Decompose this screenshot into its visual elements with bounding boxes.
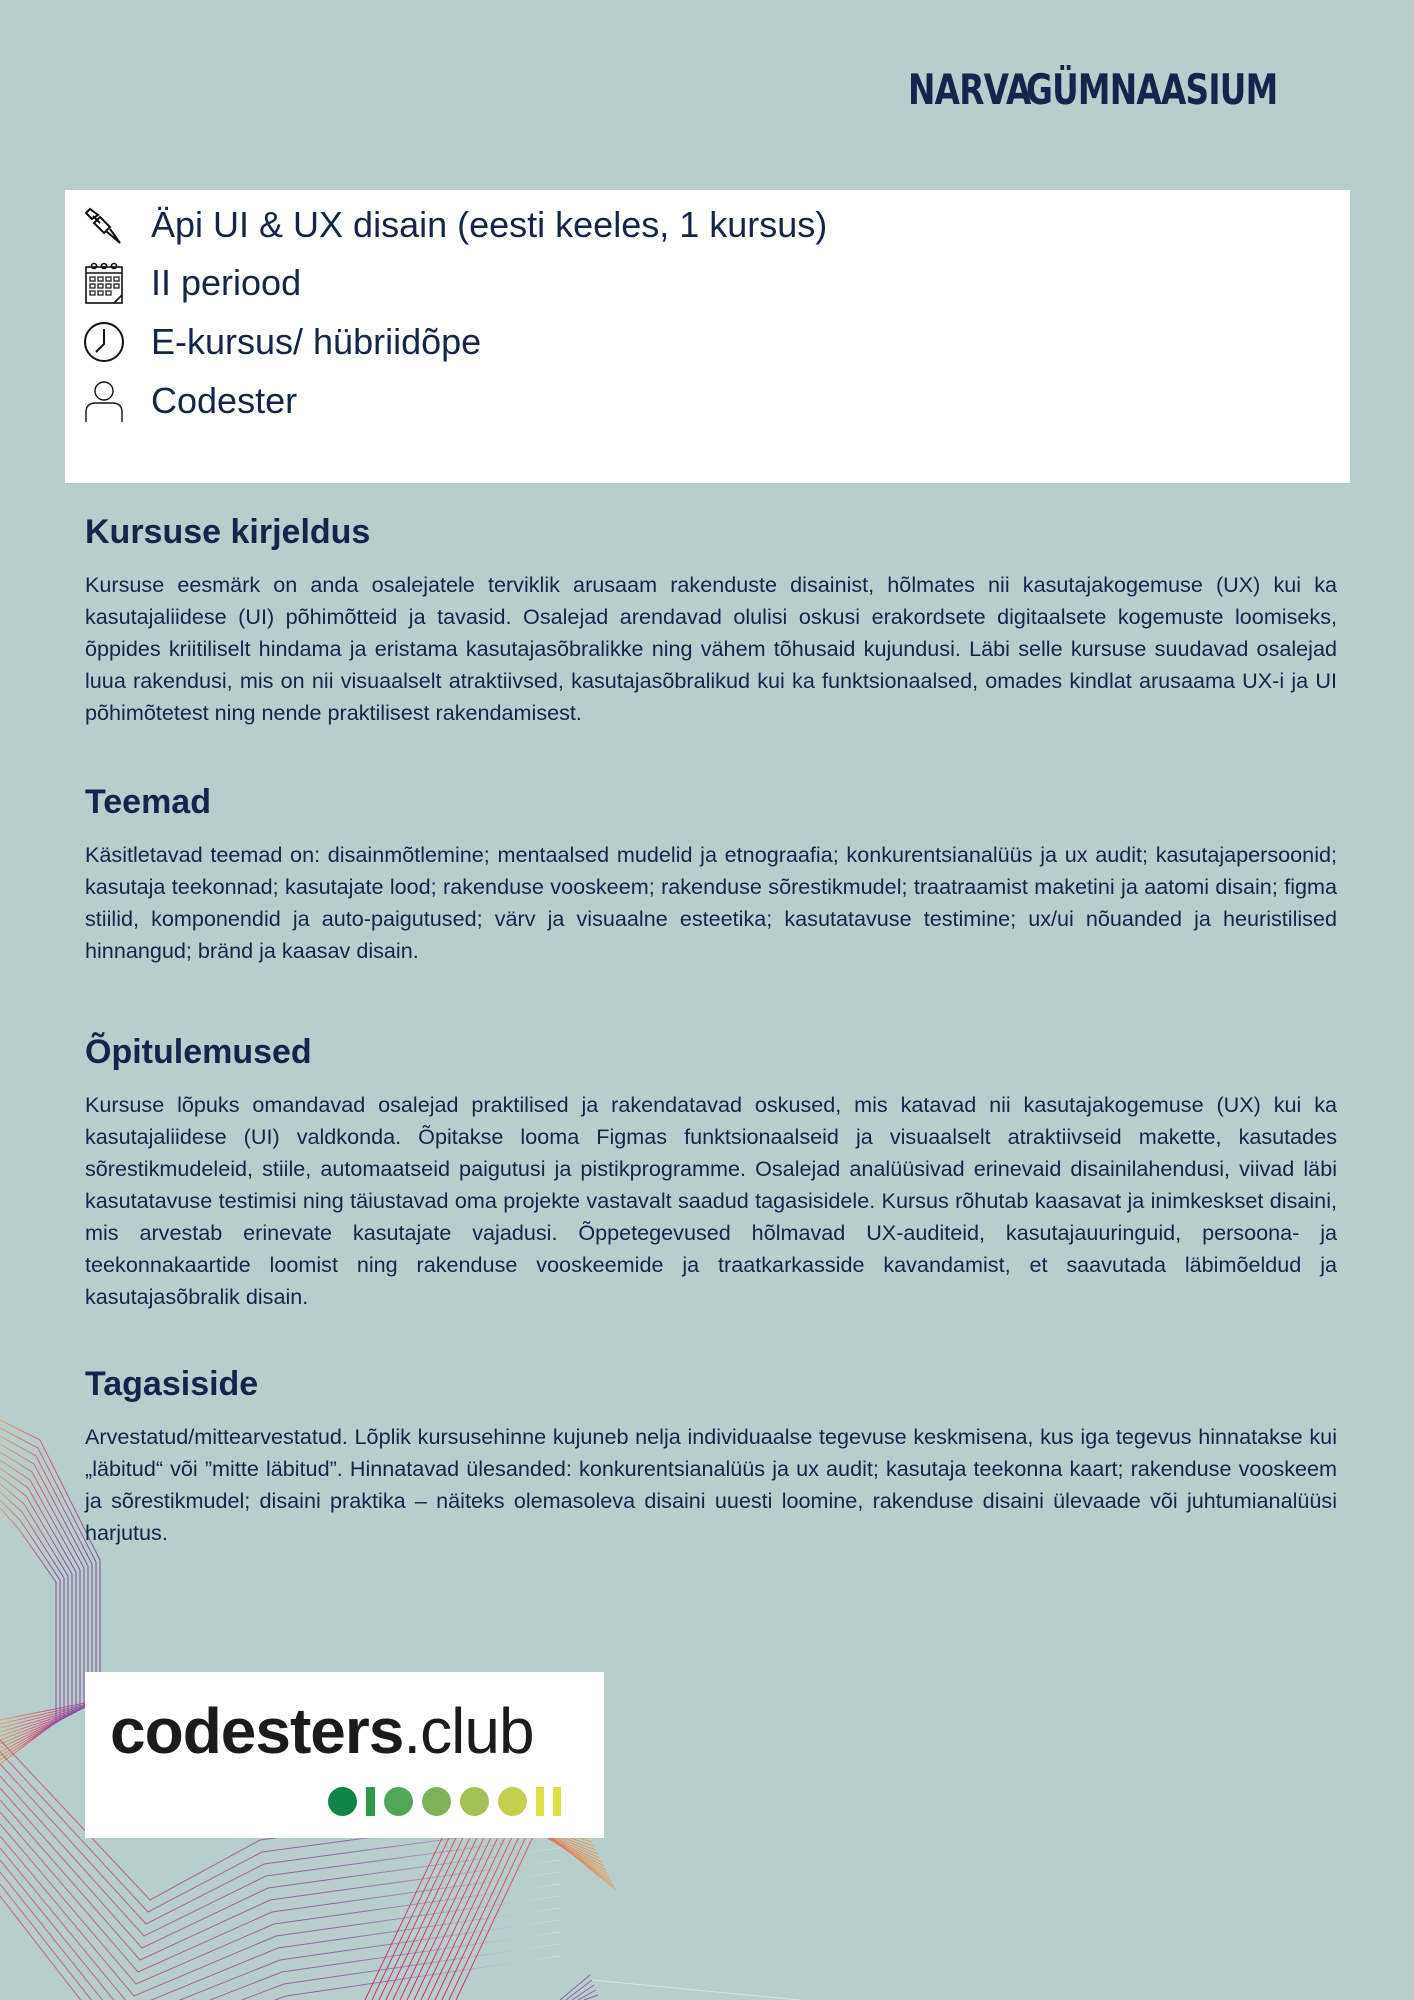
course-info-card — [65, 190, 1350, 483]
wordmark-bold: codesters — [110, 1695, 404, 1767]
dot-icon — [384, 1787, 413, 1816]
section-title: Õpitulemused — [85, 1033, 312, 1071]
section-body: Kursuse eesmärk on anda osalejatele terviklik arusaam rakenduste disainist, hõlmates nii kasutajakogemuse (UX) kui ka kasutajaliidese (UI) põhimõtteid ja tavasid. Osalejad arendavad olulisi oskusi erakordsete digitaalsete kogemuste loomiseks, õppides kriitiliselt hindama ja eristama kasutajasõbralikke ning vähem tõhusaid kujundusi. Läbi selle kursuse suudavad osalejad luua rakendusi, mis on nii visuaalselt atraktiivsed, kasutajasõbralikud kui ka funktsionaalsed, omades kindlat arusaama UX-i ja UI põhimõtetest ning nende praktilisest rakendamisest. — [85, 571, 1337, 725]
bar-icon — [366, 1787, 375, 1816]
dot-icon — [460, 1787, 489, 1816]
person-icon — [83, 379, 125, 423]
section-title: Teemad — [85, 783, 211, 821]
bar-icon — [536, 1787, 544, 1816]
course-format: E-kursus/ hübriidõpe — [151, 321, 482, 362]
clock-icon — [83, 320, 125, 364]
logo-dots — [328, 1787, 570, 1816]
section-topics — [85, 782, 1337, 967]
info-row-provider — [83, 376, 297, 426]
logo-word-narva: NARVA — [908, 65, 1031, 114]
course-provider: Codester — [151, 380, 298, 421]
pushpin-icon — [83, 203, 125, 247]
codesters-wordmark — [110, 1694, 534, 1768]
section-body: Käsitletavad teemad on: disainmõtlemine; mentaalsed mudelid ja etnograafia; konkurentsianalüüs ja ux audit; kasutajapersoonid; kasutaja teekonnad; kasutajate lood; rakenduse vooskeem; rakenduse sõrestikmudel; traatraamist maketini ja aatomi disain; figma stiilid, komponendid ja auto-paigutused; värv ja visuaalne esteetika; kasutatavuse testimine; ux/ui nõuanded ja heuristilised hinnangud; bränd ja kaasav disain. — [85, 841, 1337, 963]
bar-icon — [553, 1787, 561, 1816]
section-body: Kursuse lõpuks omandavad osalejad praktilised ja rakendatavad oskused, mis katavad nii kasutajakogemuse (UX) kui ka kasutajaliidese (UI) valdkonda. Õpitakse looma Figmas funktsionaalseid ja visuaalselt atraktiivseid makette, kasutades sõrestikmudeleid, stiile, automaatseid paigutusi ja pistikprogramme. Osalejad analüüsivad erinevaid disainilahendusi, viivad läbi kasutatavuse testimisi ning täiustavad oma projekte vastavalt saadud tagasisidele. Kursus rõhutab kaasavat ja inimkeskset disaini, mis arvestab erinevate kasutajate vajadusi. Õppetegevused hõlmavad UX-auditeid, kasutajauuringuid, persoona- ja teekonnakaartide loomist ning rakenduse vooskeemide ja traatkarkasside kavandamist, et saavutada läbimõeldud ja kasutajasõbralik disain. — [85, 1091, 1337, 1309]
dot-icon — [498, 1787, 527, 1816]
logo-word-gumnaasium: GÜMNAASIUM — [1025, 65, 1278, 114]
codesters-club-logo — [85, 1672, 604, 1838]
calendar-icon — [83, 261, 125, 305]
section-learning-outcomes — [85, 1032, 1337, 1313]
section-body: Arvestatud/mittearvestatud. Lõplik kursusehinne kujuneb nelja individuaalse tegevuse keskmisena, kus iga tegevus hinnatakse kui „läbitud“ või ”mitte läbitud”. Hinnatavad ülesanded: konkurentsianalüüs ja ux audit; kasutaja teekonna kaart; rakenduse vooskeem ja sõrestikmudel; disaini praktika – näiteks olemasoleva disaini uuesti loomine, rakenduse disaini ülevaade või juhtumianalüüsi harjutus. — [85, 1423, 1337, 1545]
section-title: Kursuse kirjeldus — [85, 513, 371, 551]
narva-gymnaasium-logo — [908, 30, 1348, 130]
wordmark-light: .club — [403, 1695, 534, 1767]
info-row-course-title — [83, 200, 827, 250]
section-description — [85, 512, 1337, 729]
course-period: II periood — [151, 262, 302, 303]
info-row-period — [83, 258, 301, 308]
section-title: Tagasiside — [85, 1365, 259, 1403]
dot-icon — [328, 1787, 357, 1816]
section-feedback — [85, 1364, 1337, 1549]
dot-icon — [422, 1787, 451, 1816]
info-row-format — [83, 317, 481, 367]
course-title: Äpi UI & UX disain (eesti keeles, 1 kursus) — [151, 204, 828, 245]
